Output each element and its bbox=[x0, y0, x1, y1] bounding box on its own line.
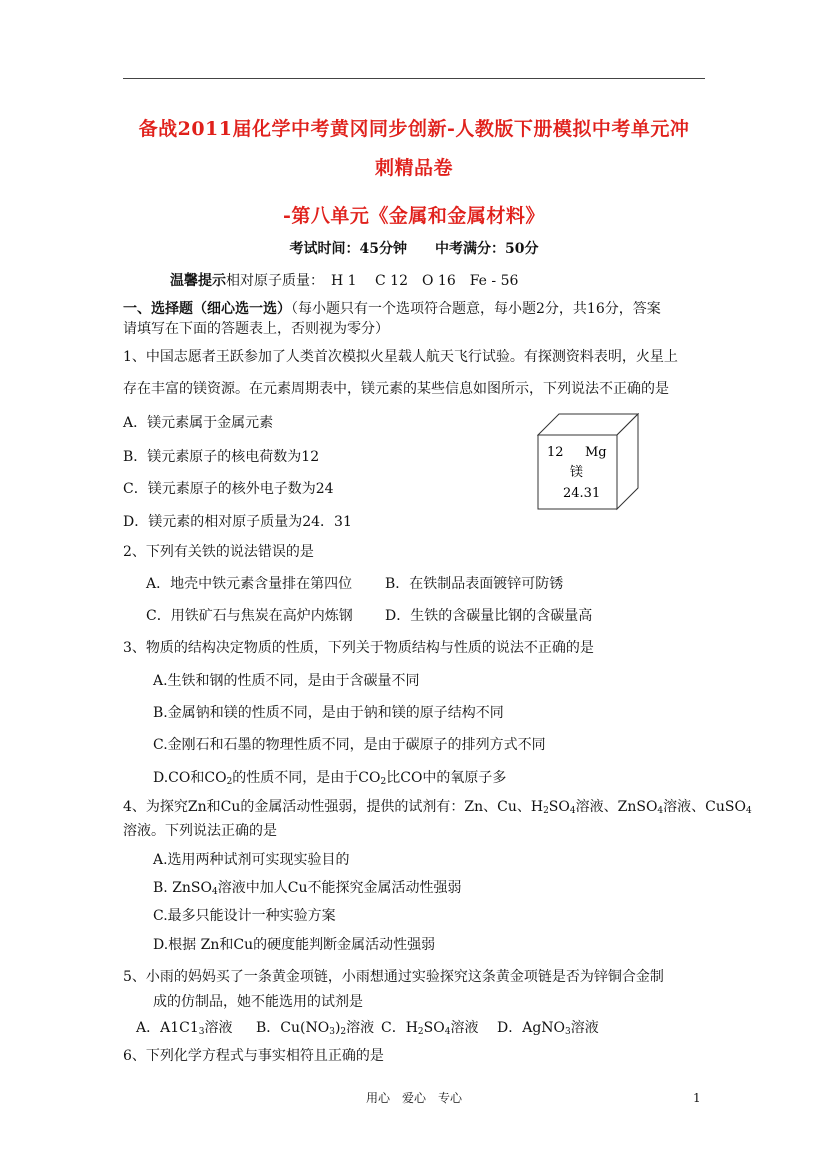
subscript: 3 bbox=[198, 1027, 205, 1037]
q5-option-d bbox=[497, 1017, 599, 1037]
q4-b-part: B. ZnSO bbox=[153, 880, 213, 896]
subscript: 2 bbox=[380, 777, 387, 787]
q3-stem: 3、物质的结构决定物质的性质，下列关于物质结构与性质的说法不正确的是 bbox=[123, 640, 594, 656]
title-line-2: 刺精品卷 bbox=[374, 157, 453, 179]
q4-stem-a bbox=[123, 796, 752, 816]
q5-option-a bbox=[136, 1017, 232, 1037]
q4-stem-b: 溶液。下列说法正确的是 bbox=[123, 823, 277, 839]
q2-option-a: A．地壳中铁元素含量排在第四位 bbox=[146, 576, 353, 592]
q5-stem-a: 5、小雨的妈妈买了一条黄金项链，小雨想通过实验探究这条黄金项链是否为锌铜合金制 bbox=[123, 969, 664, 985]
q5-c-part: SO bbox=[423, 1020, 445, 1036]
subscript: 4 bbox=[657, 806, 664, 816]
q1-option-c: C．镁元素原子的核外电子数为24 bbox=[123, 481, 334, 497]
q5-b-part: B．Cu(NO bbox=[256, 1020, 330, 1036]
page-number: 1 bbox=[693, 1091, 701, 1105]
q5-option-c bbox=[381, 1017, 478, 1037]
q5-a-part: 溶液 bbox=[204, 1020, 233, 1036]
q4-option-d: D.根据 Zn和Cu的硬度能判断金属活动性强弱 bbox=[153, 937, 436, 953]
q4-stem-part: 4、为探究Zn和Cu的金属活动性强弱，提供的试剂有：Zn、Cu、H bbox=[123, 799, 544, 815]
q1-option-d: D．镁元素的相对原子质量为24．31 bbox=[123, 514, 352, 530]
q1-option-a: A．镁元素属于金属元素 bbox=[123, 415, 274, 431]
subscript: 3 bbox=[565, 1027, 571, 1037]
section1-line-a bbox=[123, 298, 661, 318]
q4-stem-part: 溶液、CuSO bbox=[663, 799, 746, 815]
section1-instructions-a: （每小题只有一个选项符合题意，每小题2分，共16分，答案 bbox=[291, 301, 661, 317]
q1-stem-b: 存在丰富的镁资源。在元素周期表中，镁元素的某些信息如图所示，下列说法不正确的是 bbox=[123, 381, 669, 397]
subscript: 2 bbox=[340, 1027, 347, 1037]
title-line-3: -第八单元《金属和金属材料》 bbox=[283, 205, 545, 227]
exam-info: 考试时间：45分钟 中考满分：50分 bbox=[289, 241, 539, 257]
q3-d-part: D.CO和CO bbox=[153, 770, 227, 786]
q3-d-part: 比CO中的氧原子多 bbox=[386, 770, 507, 786]
q1-stem-a: 1、中国志愿者王跃参加了人类首次模拟火星载人航天飞行试验。有探测资料表明，火星上 bbox=[123, 349, 678, 365]
q5-b-part: 溶液 bbox=[346, 1020, 375, 1036]
magnesium-element-cell bbox=[537, 413, 639, 513]
q4-stem-part: 溶液、ZnSO bbox=[575, 799, 658, 815]
atomic-mass: 24.31 bbox=[563, 486, 601, 501]
q2-option-d: D．生铁的含碳量比钢的含碳量高 bbox=[385, 608, 593, 624]
subscript: 4 bbox=[569, 806, 576, 816]
hint-text: 相对原子质量： H 1 C 12 O 16 Fe - 56 bbox=[226, 273, 519, 289]
header-rule bbox=[123, 78, 705, 79]
q3-option-a: A.生铁和钢的性质不同，是由于含碳量不同 bbox=[153, 673, 420, 689]
q2-option-c: C．用铁矿石与焦炭在高炉内炼钢 bbox=[146, 608, 353, 624]
q3-d-part: 的性质不同，是由于CO bbox=[232, 770, 381, 786]
q5-stem-b: 成的仿制品，她不能选用的试剂是 bbox=[153, 994, 363, 1010]
q5-d-part: D．AgNO bbox=[497, 1020, 566, 1036]
title-line-1: 备战2011届化学中考黄冈同步创新-人教版下册模拟中考单元冲 bbox=[138, 118, 690, 140]
hint-line bbox=[170, 270, 518, 290]
element-symbol: Mg bbox=[585, 445, 607, 460]
q3-option-c: C.金刚石和石墨的物理性质不同，是由于碳原子的排列方式不同 bbox=[153, 737, 546, 753]
q2-option-b: B．在铁制品表面镀锌可防锈 bbox=[385, 576, 564, 592]
element-name: 镁 bbox=[570, 465, 584, 480]
subscript: 4 bbox=[444, 1027, 451, 1037]
q4-option-c: C.最多只能设计一种实验方案 bbox=[153, 908, 336, 924]
hint-label: 温馨提示 bbox=[170, 273, 226, 289]
section1-heading: 一、选择题（细心选一选） bbox=[123, 301, 291, 317]
q5-option-b bbox=[256, 1017, 374, 1037]
q5-a-part: A．A1C1 bbox=[136, 1020, 199, 1036]
q2-stem: 2、下列有关铁的说法错误的是 bbox=[123, 544, 314, 560]
q3-option-b: B.金属钠和镁的性质不同，是由于钠和镁的原子结构不同 bbox=[153, 705, 504, 721]
subscript: 2 bbox=[417, 1027, 424, 1037]
q5-d-part: 溶液 bbox=[570, 1020, 599, 1036]
q4-stem-part: SO bbox=[548, 799, 570, 815]
q5-b-part: ) bbox=[334, 1020, 341, 1036]
q1-option-b: B．镁元素原子的核电荷数为12 bbox=[123, 449, 320, 465]
q4-option-a: A.选用两种试剂可实现实验目的 bbox=[153, 852, 350, 868]
section1-instructions-b: 请填写在下面的答题表上，否则视为零分） bbox=[123, 321, 389, 337]
atomic-number: 12 bbox=[547, 445, 564, 460]
q4-option-b bbox=[153, 877, 461, 897]
q4-b-part: 溶液中加人Cu不能探究金属活动性强弱 bbox=[217, 880, 462, 896]
subscript: 4 bbox=[212, 887, 218, 897]
subscript: 2 bbox=[543, 806, 549, 816]
q5-c-part: 溶液 bbox=[450, 1020, 479, 1036]
subscript: 2 bbox=[226, 777, 233, 787]
q3-option-d bbox=[153, 767, 506, 787]
subscript: 4 bbox=[745, 806, 752, 816]
q5-c-part: C．H bbox=[381, 1020, 418, 1036]
q6-stem: 6、下列化学方程式与事实相符且正确的是 bbox=[123, 1048, 384, 1064]
subscript: 3 bbox=[329, 1027, 335, 1037]
footer-motto: 用心 爱心 专心 bbox=[365, 1091, 462, 1105]
